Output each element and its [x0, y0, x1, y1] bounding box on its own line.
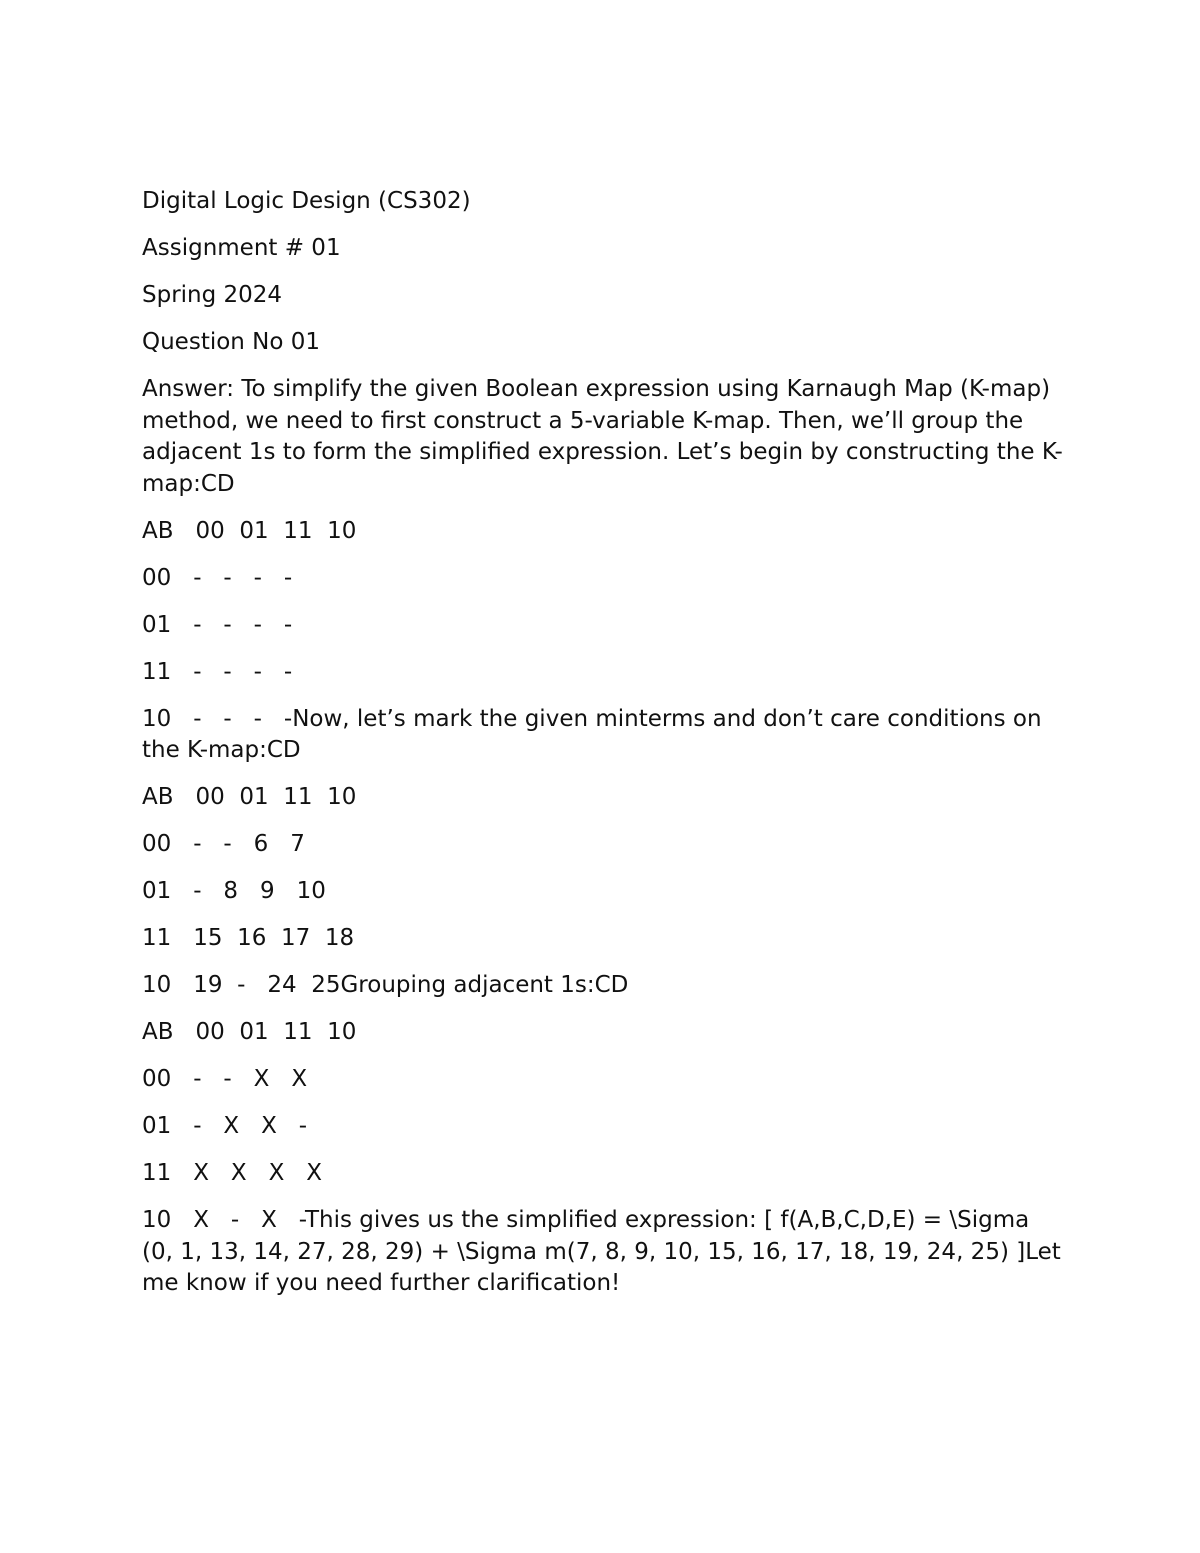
kmap-row: 10 X - X -This gives us the simplified expression: [ f(A,B,C,D,E) = \Sigma (0, 1, 13, 14, 27, 28, 29) + \Sigma m(7, 8, 9, 10, 15, 16, 17, 18, 19, 24, 25) ]Let me know if you need further clarification! — [142, 1207, 1069, 1296]
kmap-row: 01 - - - - — [142, 611, 293, 638]
kmap-grouping — [142, 1017, 1067, 1300]
kmap-row: 00 - - - - — [142, 564, 293, 591]
kmap-row: 11 - - - - — [142, 658, 293, 685]
kmap-row: 00 - - 6 7 — [142, 831, 305, 857]
kmap-row: 00 - - X X — [142, 1066, 308, 1092]
question-heading: Question No 01 — [142, 329, 321, 355]
kmap-row: 01 - 8 9 10 — [142, 878, 326, 904]
kmap-minterms — [142, 782, 1067, 1002]
course-title: Digital Logic Design (CS302) — [142, 188, 471, 214]
kmap-header-row: AB 00 01 11 10 — [142, 784, 357, 810]
kmap-row: 11 15 16 17 18 — [142, 925, 355, 951]
kmap-header-row: AB 00 01 11 10 — [142, 1019, 357, 1045]
kmap-row: 11 X X X X — [142, 1160, 323, 1186]
document-page — [142, 186, 1067, 1315]
kmap-header-row: AB 00 01 11 10 — [142, 517, 357, 544]
assignment-number: Assignment # 01 — [142, 235, 341, 261]
kmap-row: 10 - - - -Now, let’s mark the given minterms and don’t care conditions on the K-map:CD — [142, 705, 1049, 763]
kmap-row: 01 - X X - — [142, 1113, 308, 1139]
answer-paragraph: Answer: To simplify the given Boolean expression using Karnaugh Map (K-map) method, we need to first construct a 5-variable K-map. Then, we’ll group the adjacent 1s to form the simplified expression. Let’s begin by constructing the K-map:CD — [142, 376, 1063, 497]
kmap-row: 10 19 - 24 25Grouping adjacent 1s:CD — [142, 972, 629, 998]
kmap-empty — [142, 516, 1067, 767]
term: Spring 2024 — [142, 282, 283, 308]
